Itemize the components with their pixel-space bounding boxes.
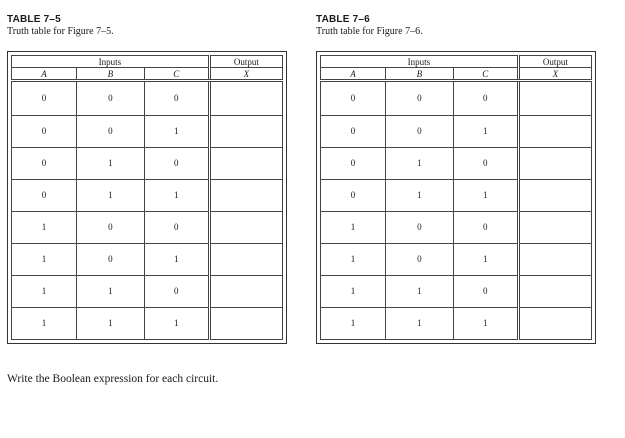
input-cell-a: 0: [321, 179, 386, 211]
input-cell-a: 1: [12, 275, 77, 307]
input-cell-c: 0: [453, 275, 518, 307]
input-cell-b: 1: [386, 179, 454, 211]
input-cell-c: 1: [144, 307, 209, 339]
table-row: [321, 243, 592, 275]
input-cell-b: 1: [386, 275, 454, 307]
input-cell-b: 0: [386, 211, 454, 243]
output-cell[interactable]: [209, 81, 282, 116]
output-cell[interactable]: [209, 115, 282, 147]
input-cell-a: 0: [321, 147, 386, 179]
output-cell[interactable]: [209, 275, 282, 307]
instruction-text: Write the Boolean expression for each circuit.: [7, 373, 219, 385]
table-row: [321, 275, 592, 307]
input-cell-c: 1: [144, 179, 209, 211]
output-cell[interactable]: [518, 81, 591, 116]
input-cell-a: 0: [12, 147, 77, 179]
table-row: [12, 147, 283, 179]
input-cell-c: 1: [453, 115, 518, 147]
input-cell-b: 0: [386, 243, 454, 275]
column-header-b: B: [386, 68, 454, 81]
table-row: [12, 115, 283, 147]
output-cell[interactable]: [518, 307, 591, 339]
input-cell-c: 0: [453, 147, 518, 179]
table-7-5-block: [7, 14, 297, 329]
input-cell-a: 0: [321, 81, 386, 116]
table-row: [12, 275, 283, 307]
input-cell-b: 0: [386, 81, 454, 116]
table-row: [321, 115, 592, 147]
input-cell-a: 0: [321, 115, 386, 147]
input-cell-c: 0: [144, 211, 209, 243]
table-row: [12, 211, 283, 243]
input-cell-a: 0: [12, 115, 77, 147]
input-cell-c: 0: [453, 211, 518, 243]
inputs-group-header: Inputs: [12, 56, 210, 68]
input-cell-a: 1: [321, 243, 386, 275]
table-row: [321, 307, 592, 339]
table-row: [321, 211, 592, 243]
table-caption: Truth table for Figure 7–6.: [316, 26, 423, 37]
input-cell-b: 0: [77, 81, 145, 116]
output-cell[interactable]: [518, 147, 591, 179]
output-cell[interactable]: [518, 211, 591, 243]
input-cell-b: 1: [77, 179, 145, 211]
output-cell[interactable]: [209, 211, 282, 243]
input-cell-a: 1: [12, 307, 77, 339]
truth-table: [320, 55, 592, 340]
input-cell-a: 0: [12, 179, 77, 211]
input-cell-a: 1: [321, 275, 386, 307]
table-row: [12, 81, 283, 116]
input-cell-a: 1: [12, 211, 77, 243]
header-row-group: [12, 56, 283, 68]
header-row-group: [321, 56, 592, 68]
table-7-6-block: [316, 14, 606, 329]
truth-table: [11, 55, 283, 340]
column-header-c: C: [144, 68, 209, 81]
output-cell[interactable]: [518, 275, 591, 307]
output-cell[interactable]: [518, 243, 591, 275]
table-number: TABLE 7–6: [316, 14, 370, 25]
column-header-x: X: [518, 68, 591, 81]
input-cell-c: 0: [144, 81, 209, 116]
input-cell-a: 1: [321, 211, 386, 243]
input-cell-b: 0: [77, 115, 145, 147]
header-row-columns: [12, 68, 283, 81]
input-cell-c: 1: [453, 307, 518, 339]
column-header-a: A: [321, 68, 386, 81]
column-header-x: X: [209, 68, 282, 81]
output-cell[interactable]: [209, 307, 282, 339]
input-cell-a: 1: [12, 243, 77, 275]
input-cell-c: 1: [144, 243, 209, 275]
input-cell-c: 1: [453, 179, 518, 211]
input-cell-b: 1: [77, 307, 145, 339]
output-group-header: Output: [209, 56, 282, 68]
input-cell-c: 0: [453, 81, 518, 116]
output-cell[interactable]: [209, 243, 282, 275]
table-caption: Truth table for Figure 7–5.: [7, 26, 114, 37]
input-cell-b: 1: [386, 147, 454, 179]
input-cell-c: 1: [453, 243, 518, 275]
truth-table-frame: [316, 51, 596, 344]
table-row: [321, 147, 592, 179]
table-row: [321, 81, 592, 116]
input-cell-c: 0: [144, 147, 209, 179]
input-cell-b: 0: [77, 211, 145, 243]
input-cell-b: 1: [77, 275, 145, 307]
input-cell-a: 0: [12, 81, 77, 116]
input-cell-b: 0: [77, 243, 145, 275]
column-header-b: B: [77, 68, 145, 81]
inputs-group-header: Inputs: [321, 56, 519, 68]
output-cell[interactable]: [518, 179, 591, 211]
column-header-c: C: [453, 68, 518, 81]
table-row: [12, 179, 283, 211]
truth-table-frame: [7, 51, 287, 344]
column-header-a: A: [12, 68, 77, 81]
output-cell[interactable]: [209, 147, 282, 179]
table-number: TABLE 7–5: [7, 14, 61, 25]
input-cell-b: 0: [386, 115, 454, 147]
header-row-columns: [321, 68, 592, 81]
input-cell-a: 1: [321, 307, 386, 339]
output-cell[interactable]: [209, 179, 282, 211]
input-cell-b: 1: [386, 307, 454, 339]
output-cell[interactable]: [518, 115, 591, 147]
table-row: [12, 243, 283, 275]
table-row: [321, 179, 592, 211]
input-cell-c: 0: [144, 275, 209, 307]
input-cell-b: 1: [77, 147, 145, 179]
table-row: [12, 307, 283, 339]
input-cell-c: 1: [144, 115, 209, 147]
output-group-header: Output: [518, 56, 591, 68]
